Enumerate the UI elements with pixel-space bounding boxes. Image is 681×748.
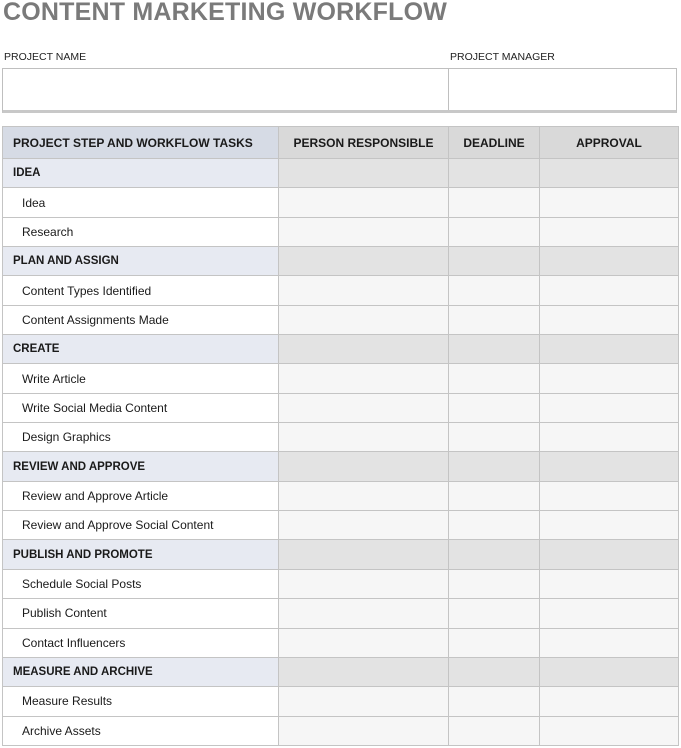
approval-cell[interactable]: [540, 305, 679, 334]
person-responsible-cell[interactable]: [279, 364, 449, 393]
deadline-cell[interactable]: [449, 364, 540, 393]
person-responsible-cell[interactable]: [279, 217, 449, 246]
deadline-cell[interactable]: [449, 276, 540, 305]
approval-cell[interactable]: [540, 481, 679, 510]
task-label: Design Graphics: [3, 423, 279, 452]
section-deadline-cell: [449, 247, 540, 276]
approval-cell[interactable]: [540, 364, 679, 393]
deadline-cell[interactable]: [449, 423, 540, 452]
task-label: Content Assignments Made: [3, 305, 279, 334]
person-responsible-cell[interactable]: [279, 393, 449, 422]
deadline-cell[interactable]: [449, 599, 540, 628]
task-row: [3, 364, 679, 393]
approval-cell[interactable]: [540, 423, 679, 452]
section-title: PLAN AND ASSIGN: [3, 247, 279, 276]
header-approval: APPROVAL: [540, 127, 679, 159]
project-manager-label: PROJECT MANAGER: [450, 51, 555, 63]
person-responsible-cell[interactable]: [279, 511, 449, 540]
approval-cell[interactable]: [540, 188, 679, 217]
deadline-cell[interactable]: [449, 569, 540, 598]
approval-cell[interactable]: [540, 687, 679, 716]
project-manager-field[interactable]: [449, 69, 676, 110]
approval-cell[interactable]: [540, 628, 679, 657]
project-info-fields: [2, 68, 677, 113]
header-deadline: DEADLINE: [449, 127, 540, 159]
task-label: Publish Content: [3, 599, 279, 628]
task-label: Schedule Social Posts: [3, 569, 279, 598]
task-row: [3, 276, 679, 305]
section-person-cell: [279, 657, 449, 686]
task-label: Review and Approve Article: [3, 481, 279, 510]
task-label: Write Article: [3, 364, 279, 393]
task-row: [3, 511, 679, 540]
task-row: [3, 687, 679, 716]
deadline-cell[interactable]: [449, 687, 540, 716]
section-approval-cell: [540, 159, 679, 188]
person-responsible-cell[interactable]: [279, 305, 449, 334]
section-approval-cell: [540, 335, 679, 364]
section-deadline-cell: [449, 335, 540, 364]
task-label: Review and Approve Social Content: [3, 511, 279, 540]
task-row: [3, 423, 679, 452]
deadline-cell[interactable]: [449, 716, 540, 745]
task-row: [3, 569, 679, 598]
deadline-cell[interactable]: [449, 305, 540, 334]
person-responsible-cell[interactable]: [279, 188, 449, 217]
section-row: [3, 247, 679, 276]
section-row: [3, 540, 679, 569]
task-row: [3, 217, 679, 246]
task-label: Archive Assets: [3, 716, 279, 745]
approval-cell[interactable]: [540, 217, 679, 246]
section-title: PUBLISH AND PROMOTE: [3, 540, 279, 569]
task-row: [3, 628, 679, 657]
deadline-cell[interactable]: [449, 217, 540, 246]
table-body: [3, 159, 679, 746]
approval-cell[interactable]: [540, 569, 679, 598]
table-header-row: [3, 127, 679, 159]
person-responsible-cell[interactable]: [279, 716, 449, 745]
person-responsible-cell[interactable]: [279, 628, 449, 657]
person-responsible-cell[interactable]: [279, 569, 449, 598]
deadline-cell[interactable]: [449, 188, 540, 217]
task-label: Content Types Identified: [3, 276, 279, 305]
approval-cell[interactable]: [540, 393, 679, 422]
section-deadline-cell: [449, 540, 540, 569]
project-name-label: PROJECT NAME: [4, 51, 87, 63]
section-approval-cell: [540, 540, 679, 569]
header-task: PROJECT STEP AND WORKFLOW TASKS: [3, 127, 279, 159]
person-responsible-cell[interactable]: [279, 687, 449, 716]
approval-cell[interactable]: [540, 716, 679, 745]
approval-cell[interactable]: [540, 599, 679, 628]
section-person-cell: [279, 540, 449, 569]
task-label: Write Social Media Content: [3, 393, 279, 422]
task-row: [3, 305, 679, 334]
section-approval-cell: [540, 247, 679, 276]
person-responsible-cell[interactable]: [279, 481, 449, 510]
task-label: Contact Influencers: [3, 628, 279, 657]
section-title: MEASURE AND ARCHIVE: [3, 657, 279, 686]
section-person-cell: [279, 159, 449, 188]
approval-cell[interactable]: [540, 511, 679, 540]
deadline-cell[interactable]: [449, 393, 540, 422]
section-row: [3, 159, 679, 188]
section-approval-cell: [540, 452, 679, 481]
person-responsible-cell[interactable]: [279, 423, 449, 452]
approval-cell[interactable]: [540, 276, 679, 305]
person-responsible-cell[interactable]: [279, 599, 449, 628]
task-row: [3, 481, 679, 510]
section-row: [3, 657, 679, 686]
deadline-cell[interactable]: [449, 628, 540, 657]
section-person-cell: [279, 335, 449, 364]
section-row: [3, 335, 679, 364]
page-title: CONTENT MARKETING WORKFLOW: [3, 0, 448, 26]
header-person-responsible: PERSON RESPONSIBLE: [279, 127, 449, 159]
section-deadline-cell: [449, 452, 540, 481]
section-approval-cell: [540, 657, 679, 686]
section-person-cell: [279, 452, 449, 481]
section-deadline-cell: [449, 657, 540, 686]
section-title: IDEA: [3, 159, 279, 188]
task-label: Measure Results: [3, 687, 279, 716]
section-title: CREATE: [3, 335, 279, 364]
section-deadline-cell: [449, 159, 540, 188]
workflow-table: [2, 126, 679, 746]
task-label: Idea: [3, 188, 279, 217]
section-title: REVIEW AND APPROVE: [3, 452, 279, 481]
deadline-cell[interactable]: [449, 511, 540, 540]
task-row: [3, 393, 679, 422]
section-person-cell: [279, 247, 449, 276]
person-responsible-cell[interactable]: [279, 276, 449, 305]
task-row: [3, 599, 679, 628]
task-row: [3, 188, 679, 217]
task-row: [3, 716, 679, 745]
task-label: Research: [3, 217, 279, 246]
project-name-field[interactable]: [3, 69, 449, 110]
section-row: [3, 452, 679, 481]
deadline-cell[interactable]: [449, 481, 540, 510]
